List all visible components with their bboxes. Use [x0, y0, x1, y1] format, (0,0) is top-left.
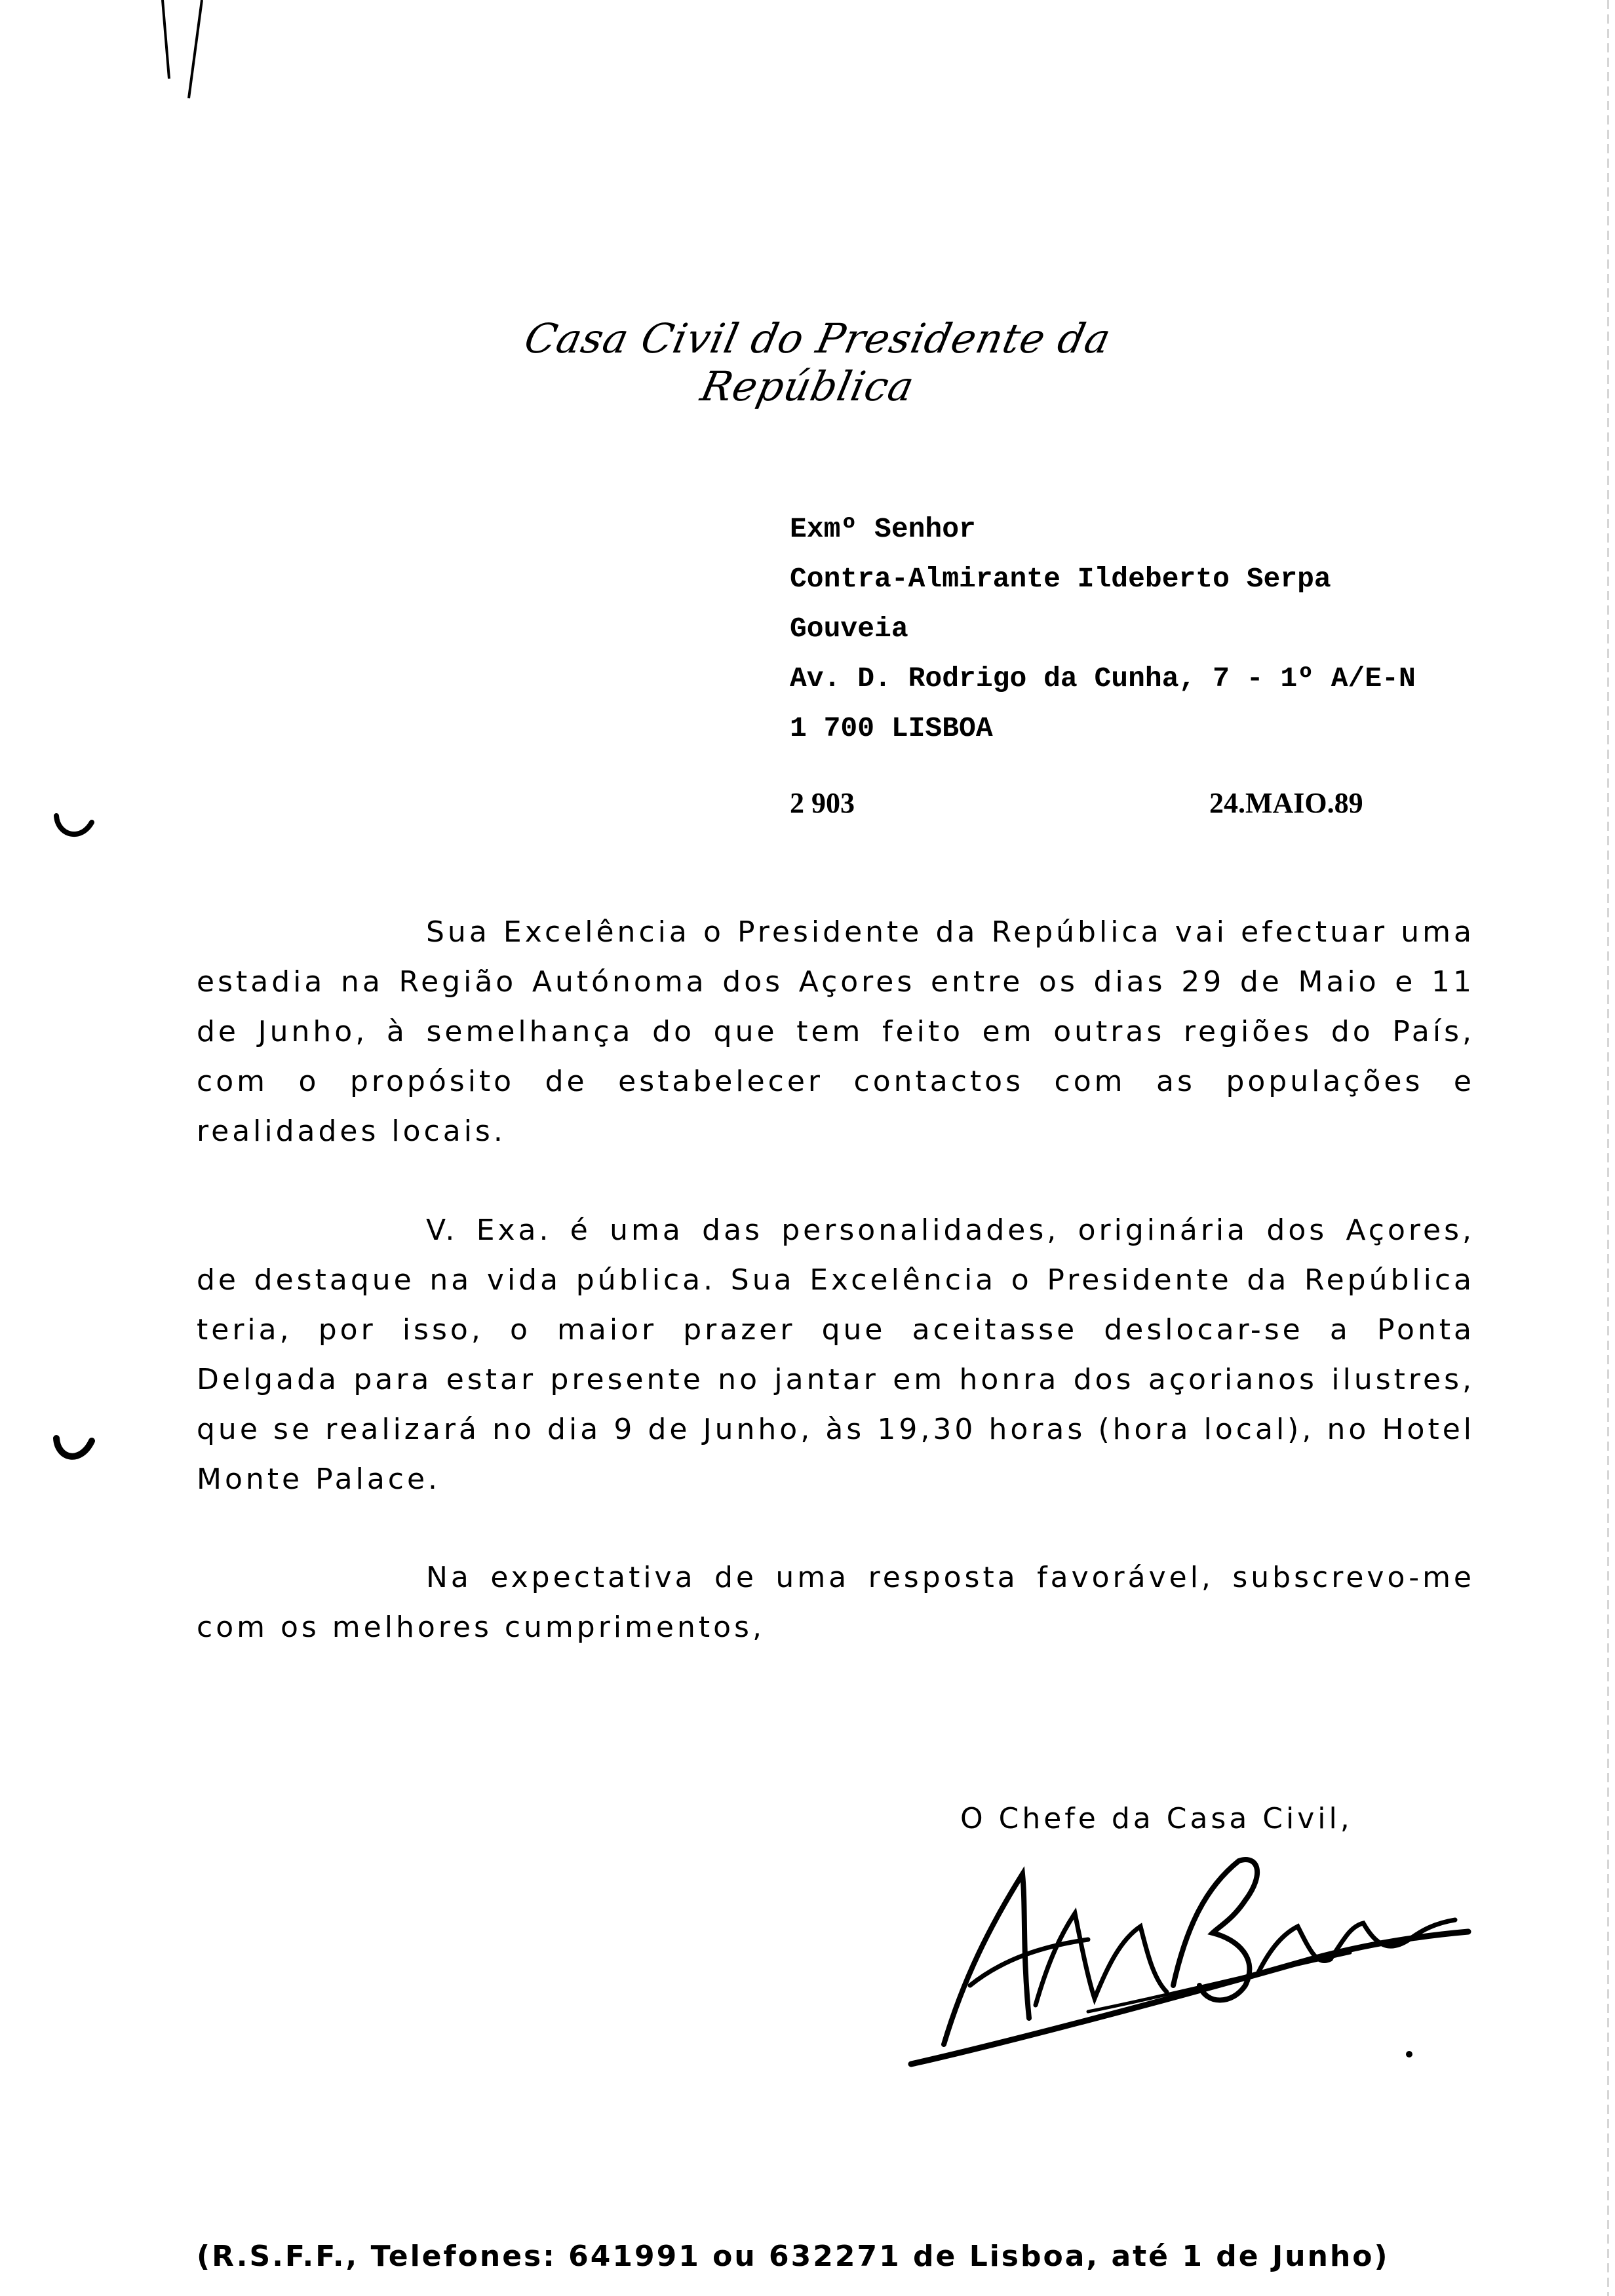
address-line: Contra-Almirante Ildeberto Serpa	[790, 563, 1331, 595]
paragraph-text: Sua Excelência o Presidente da República vai efectuar uma estadia na Região Autónoma dos Açores entre os dias 29 de Maio e 11 de Junho, à semelhança do que tem feito em outras regiões do País, com o propósito de estabelecer contactos com as populações e realidades locais.	[197, 915, 1475, 1148]
address-line: 1 700 LISBOA	[790, 712, 993, 744]
body-paragraph-2	[197, 1206, 1475, 1504]
scan-edge-line	[1607, 0, 1609, 2296]
letterhead-title: Casa Civil do Presidente da República	[520, 315, 1116, 410]
address-line: Av. D. Rodrigo da Cunha, 7 - 1º A/E-N	[790, 662, 1416, 695]
body-paragraph-1	[197, 908, 1475, 1157]
paragraph-text: V. Exa. é uma das personalidades, originária dos Açores, de destaque na vida pública. Sua Excelência o Presidente da República teria, por isso, o maior prazer que aceitasse deslocar-se a Ponta Delgada para estar presente no jantar em honra dos açorianos ilustres, que se realizará no dia 9 de Junho, às 19,30 horas (hora local), no Hotel Monte Palace.	[197, 1214, 1475, 1496]
signature-image	[891, 1848, 1481, 2084]
closing-line: O Chefe da Casa Civil,	[960, 1802, 1353, 1835]
hole-punch-mark-icon	[51, 1432, 97, 1471]
address-line: Exmº Senhor	[790, 513, 976, 545]
reference-number: 2 903	[790, 787, 855, 819]
handwritten-mark-icon	[144, 0, 223, 111]
footer-note: (R.S.F.F., Telefones: 641991 ou 632271 de Lisboa, até 1 de Junho)	[197, 2240, 1390, 2273]
address-line: Gouveia	[790, 613, 908, 645]
body-paragraph-3	[197, 1553, 1475, 1653]
recipient-address	[790, 505, 1603, 754]
hole-punch-mark-icon	[51, 809, 97, 849]
paragraph-text: Na expectativa de uma resposta favorável, subscrevo-me com os melhores cumprimentos,	[197, 1561, 1475, 1644]
letter-date: 24.MAIO.89	[1209, 787, 1363, 819]
